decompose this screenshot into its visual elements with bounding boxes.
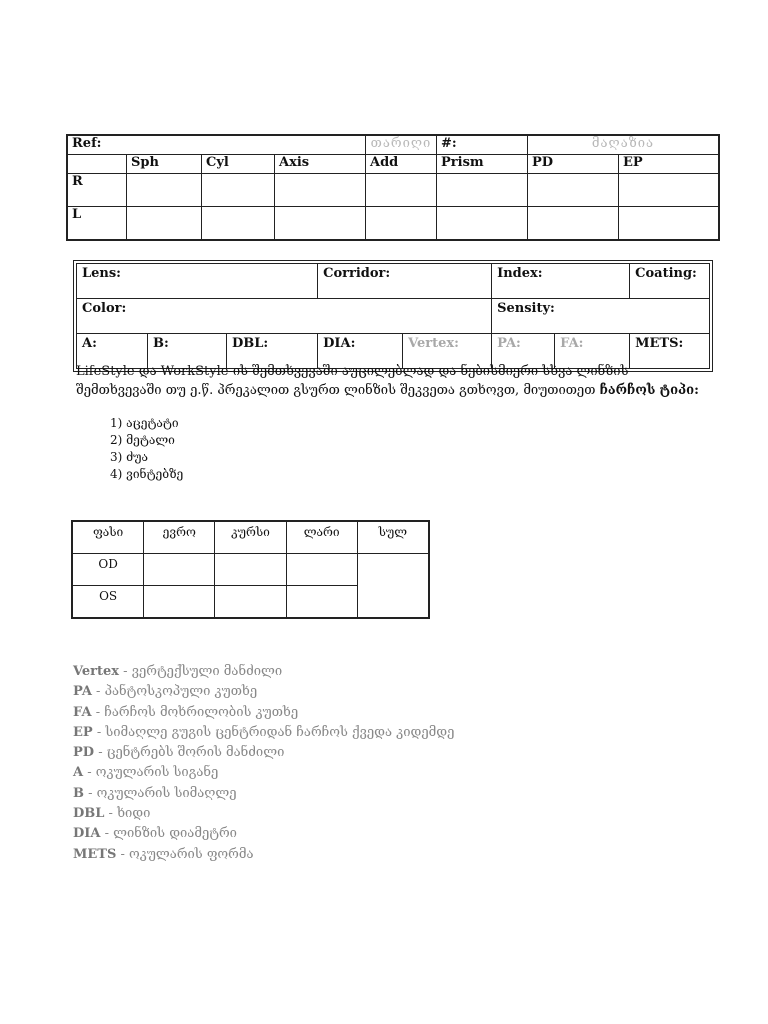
pa-field[interactable]: PA:: [492, 334, 555, 369]
l-sph-cell[interactable]: [127, 207, 202, 241]
glossary-item: [73, 784, 454, 804]
date-field[interactable]: თარიღი: [366, 135, 437, 155]
row-label-os: OS: [72, 586, 144, 619]
col-price: ფასი: [72, 521, 144, 554]
col-sph: Sph: [127, 155, 202, 174]
r-pd-cell[interactable]: [528, 174, 619, 207]
glossary-term: PD: [73, 745, 95, 761]
prescription-header-row: [67, 135, 719, 155]
ref-field[interactable]: Ref:: [67, 135, 366, 155]
color-field[interactable]: Color:: [77, 299, 492, 334]
od-lari-cell[interactable]: [286, 554, 357, 586]
note-text: LifeStyle და WorkStyle-ის შემთხვევაში აუცილებლად და ნებისმიერი სხვა ლინზის შემთხვევაში თუ ე.წ. პრეკალით გსურთ ლინზის შეკვეთა გთხოვთ, მიუთითეთ: [76, 364, 629, 398]
mets-field[interactable]: METS:: [630, 334, 710, 369]
od-euro-cell[interactable]: [144, 554, 215, 586]
col-total: სულ: [357, 521, 429, 554]
glossary-desc: - სიმაღლე გუგის ცენტრიდან ჩარჩოს ქვედა კიდემდე: [92, 724, 455, 740]
glossary-desc: - ჩარჩოს მოხრილობის კუთხე: [91, 704, 299, 720]
row-label-l: L: [67, 207, 127, 241]
list-item: 4) ვინტებზე: [110, 467, 184, 481]
glossary-term: PA: [73, 684, 92, 700]
fa-field[interactable]: FA:: [555, 334, 630, 369]
glossary-item: [73, 743, 454, 763]
price-header-row: [72, 521, 429, 554]
note-bold: ჩარჩოს ტიპი:: [599, 383, 699, 398]
row-right: [67, 174, 719, 207]
glossary-desc: - ვერტექსული მანძილი: [119, 664, 283, 679]
col-lari: ლარი: [286, 521, 357, 554]
col-rate: კურსი: [215, 521, 286, 554]
list-item: 1) აცეტატი: [110, 416, 179, 430]
r-prism-cell[interactable]: [437, 174, 528, 207]
os-euro-cell[interactable]: [144, 586, 215, 619]
l-pd-cell[interactable]: [528, 207, 619, 241]
col-ep: EP: [619, 155, 720, 174]
dia-field[interactable]: DIA:: [318, 334, 403, 369]
lens-field[interactable]: Lens:: [77, 264, 318, 299]
lens-row-1: [77, 264, 710, 299]
frame-type-note: [76, 362, 716, 400]
frame-type-list: [110, 415, 183, 483]
col-prism: Prism: [437, 155, 528, 174]
b-field[interactable]: B:: [148, 334, 227, 369]
l-cyl-cell[interactable]: [202, 207, 275, 241]
glossary-term: METS: [73, 846, 117, 862]
glossary-term: Vertex: [73, 664, 120, 679]
l-prism-cell[interactable]: [437, 207, 528, 241]
glossary-item: [73, 824, 454, 844]
coating-field[interactable]: Coating:: [630, 264, 710, 299]
store-field[interactable]: მაღაზია: [528, 135, 720, 155]
glossary-item: [73, 682, 454, 702]
glossary-desc: - ოკულარის ფორმა: [116, 846, 254, 862]
os-lari-cell[interactable]: [286, 586, 357, 619]
glossary-item: [73, 763, 454, 783]
corner-cell: [67, 155, 127, 174]
col-euro: ევრო: [144, 521, 215, 554]
glossary-desc: - ხიდი: [104, 806, 151, 822]
index-field[interactable]: Index:: [492, 264, 630, 299]
glossary-desc: - ოკულარის სიგანე: [83, 765, 219, 781]
lens-table: [76, 263, 710, 369]
glossary-item: [73, 804, 454, 824]
list-item: 3) ძუა: [110, 450, 149, 464]
vertex-field[interactable]: Vertex:: [403, 334, 492, 369]
price-row-od: [72, 554, 429, 586]
glossary-term: DBL: [73, 806, 105, 822]
glossary-desc: - პანტოსკოპული კუთხე: [91, 684, 258, 700]
os-rate-cell[interactable]: [215, 586, 286, 619]
a-field[interactable]: A:: [77, 334, 148, 369]
glossary-desc: - ოკულარის სიმაღლე: [84, 785, 237, 801]
dbl-field[interactable]: DBL:: [227, 334, 318, 369]
glossary-term: B: [73, 785, 84, 801]
glossary-item: [73, 845, 454, 865]
sensity-field[interactable]: Sensity:: [492, 299, 710, 334]
number-field[interactable]: #:: [437, 135, 528, 155]
glossary-item: [73, 723, 454, 743]
col-cyl: Cyl: [202, 155, 275, 174]
r-ep-cell[interactable]: [619, 174, 720, 207]
r-sph-cell[interactable]: [127, 174, 202, 207]
col-axis: Axis: [275, 155, 366, 174]
l-add-cell[interactable]: [366, 207, 437, 241]
od-rate-cell[interactable]: [215, 554, 286, 586]
prescription-column-headers: [67, 155, 719, 174]
list-item: 2) მეტალი: [110, 433, 175, 447]
glossary-item: [73, 703, 454, 723]
lens-row-2: [77, 299, 710, 334]
corridor-field[interactable]: Corridor:: [318, 264, 492, 299]
row-label-od: OD: [72, 554, 144, 586]
glossary-term: A: [73, 765, 84, 781]
row-label-r: R: [67, 174, 127, 207]
l-ep-cell[interactable]: [619, 207, 720, 241]
glossary-term: EP: [73, 724, 93, 740]
prescription-table: [66, 134, 720, 241]
glossary-term: DIA: [73, 826, 101, 842]
glossary-term: FA: [73, 704, 92, 720]
r-cyl-cell[interactable]: [202, 174, 275, 207]
glossary: [73, 662, 454, 865]
r-add-cell[interactable]: [366, 174, 437, 207]
glossary-item: [73, 662, 454, 682]
glossary-desc: - ლინზის დიამეტრი: [100, 826, 237, 842]
col-add: Add: [366, 155, 437, 174]
r-axis-cell[interactable]: [275, 174, 366, 207]
price-table: [71, 520, 430, 619]
col-pd: PD: [528, 155, 619, 174]
l-axis-cell[interactable]: [275, 207, 366, 241]
row-left: [67, 207, 719, 241]
total-cell[interactable]: [357, 554, 429, 619]
glossary-desc: - ცენტრებს შორის მანძილი: [94, 745, 285, 761]
